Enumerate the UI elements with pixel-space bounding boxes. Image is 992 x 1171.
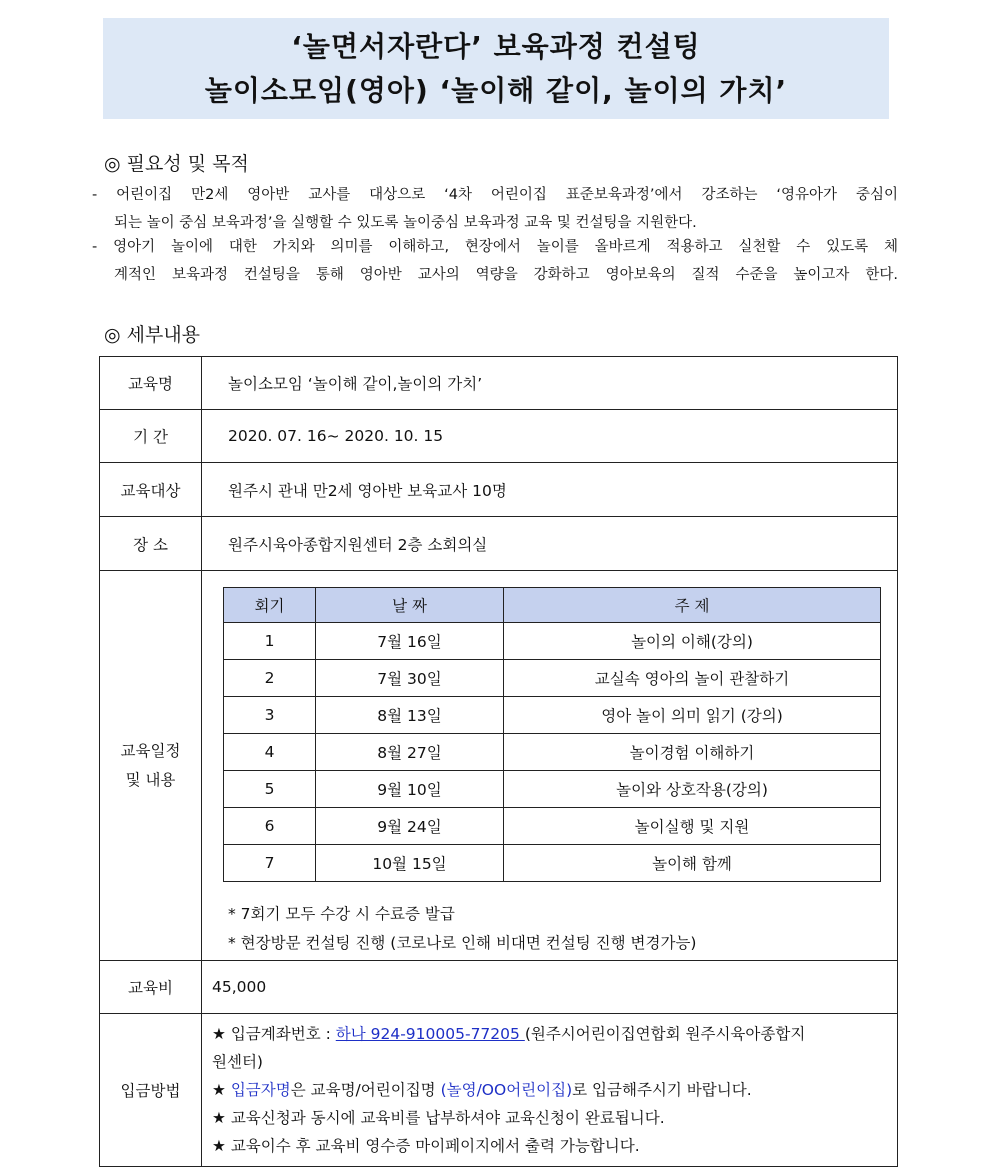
purpose-line: - 영아기 놀이에 대한 가치와 의미를 이해하고, 현장에서 놀이를 올바르게 적용하고 실천할 수 있도록 체	[92, 239, 898, 255]
account-holder: (원주시어린이집연합회 원주시육아종합지	[524, 1025, 806, 1043]
table-row	[100, 1014, 898, 1167]
table-row	[100, 410, 898, 463]
table-row	[224, 623, 881, 660]
receipt-notice: ★ 교육이수 후 교육비 영수증 마이페이지에서 출력 가능합니다.	[212, 1137, 640, 1155]
date-cell: 8월 27일	[316, 734, 504, 771]
fee-label: 교육비	[100, 961, 202, 1014]
payment-cell	[202, 1014, 898, 1167]
table-row	[224, 734, 881, 771]
purpose-line: 계적인 보육과정 컨설팅을 통해 영아반 교사의 역량을 강화하고 영아보육의 질적 수준을 높이고자 한다.	[114, 267, 898, 283]
round-header: 회기	[224, 588, 316, 623]
target-label: 교육대상	[100, 463, 202, 517]
table-row	[100, 357, 898, 410]
payment-notice: ★ 교육신청과 동시에 교육비를 납부하셔야 교육신청이 완료됩니다.	[212, 1109, 665, 1127]
period-label: 기 간	[100, 410, 202, 463]
schedule-cell	[202, 571, 898, 961]
date-cell: 9월 24일	[316, 808, 504, 845]
account-holder-continued: 원센터)	[212, 1053, 263, 1071]
depositor-text: 은 교육명/어린이집명	[290, 1081, 441, 1099]
schedule-table	[223, 587, 881, 882]
purpose-paragraph-1	[92, 181, 898, 237]
depositor-name-label: 입금자명	[230, 1081, 291, 1099]
table-row	[224, 660, 881, 697]
round-cell: 4	[224, 734, 316, 771]
topic-cell: 놀이경험 이해하기	[504, 734, 881, 771]
date-cell: 7월 30일	[316, 660, 504, 697]
star-bullet: ★	[212, 1081, 231, 1099]
date-header: 날 짜	[316, 588, 504, 623]
date-cell: 7월 16일	[316, 623, 504, 660]
schedule-header-row	[224, 588, 881, 623]
round-cell: 2	[224, 660, 316, 697]
purpose-line: - 어린이집 만2세 영아반 교사를 대상으로 ‘4차 어린이집 표준보육과정’에서 강조하는 ‘영유아가 중심이	[92, 187, 898, 203]
topic-cell: 영아 놀이 의미 읽기 (강의)	[504, 697, 881, 734]
table-row	[100, 517, 898, 571]
title-banner	[103, 18, 889, 119]
schedule-label-line: 교육일정	[120, 741, 181, 760]
target-value: 원주시 관내 만2세 영아반 보육교사 10명	[202, 463, 898, 517]
topic-header: 주 제	[504, 588, 881, 623]
place-value: 원주시육아종합지원센터 2층 소회의실	[202, 517, 898, 571]
table-row	[100, 463, 898, 517]
purpose-line: 되는 놀이 중심 보육과정’을 실행할 수 있도록 놀이중심 보육과정 교육 및 컨설팅을 지원한다.	[114, 215, 697, 231]
topic-cell: 놀이해 함께	[504, 845, 881, 882]
payment-depositor-line	[212, 1076, 889, 1104]
course-name-label: 교육명	[100, 357, 202, 410]
date-cell: 9월 10일	[316, 771, 504, 808]
depositor-example: (놀영/OO어린이집)	[440, 1081, 573, 1099]
table-row	[100, 961, 898, 1014]
payment-label: 입금방법	[100, 1014, 202, 1167]
course-name-value: 놀이소모임 ‘놀이해 같이,놀이의 가치’	[202, 357, 898, 410]
payment-info	[202, 1014, 897, 1166]
topic-cell: 놀이실행 및 지원	[504, 808, 881, 845]
table-row	[224, 845, 881, 882]
topic-cell: 교실속 영아의 놀이 관찰하기	[504, 660, 881, 697]
period-value: 2020. 07. 16~ 2020. 10. 15	[202, 410, 898, 463]
topic-cell: 놀이의 이해(강의)	[504, 623, 881, 660]
table-row	[224, 771, 881, 808]
purpose-heading: ◎ 필요성 및 목적	[104, 153, 249, 175]
schedule-label	[100, 571, 202, 961]
details-heading: ◎ 세부내용	[104, 324, 201, 346]
round-cell: 1	[224, 623, 316, 660]
schedule-label-line: 및 내용	[125, 770, 176, 789]
details-table	[99, 356, 898, 1167]
topic-cell: 놀이와 상호작용(강의)	[504, 771, 881, 808]
page-subtitle: 놀이소모임(영아) ‘놀이해 같이, 놀이의 가치’	[204, 73, 788, 107]
table-row	[224, 697, 881, 734]
page-title: ‘놀면서자란다’ 보육과정 컨설팅	[291, 29, 701, 63]
fee-value: 45,000	[202, 961, 898, 1014]
round-cell: 3	[224, 697, 316, 734]
account-number-link[interactable]: 하나 924-910005-77205	[335, 1025, 525, 1043]
table-row	[224, 808, 881, 845]
schedule-notes	[202, 882, 897, 958]
round-cell: 6	[224, 808, 316, 845]
place-label: 장 소	[100, 517, 202, 571]
date-cell: 10월 15일	[316, 845, 504, 882]
purpose-paragraph-2	[92, 233, 898, 289]
table-row	[100, 571, 898, 961]
round-cell: 5	[224, 771, 316, 808]
depositor-text-end: 로 입금해주시기 바랍니다.	[572, 1081, 752, 1099]
account-prefix: ★ 입금계좌번호 :	[212, 1025, 336, 1043]
note-completion: * 7회기 모두 수강 시 수료증 발급	[228, 905, 455, 923]
payment-account-line	[212, 1020, 889, 1048]
date-cell: 8월 13일	[316, 697, 504, 734]
round-cell: 7	[224, 845, 316, 882]
note-visit: * 현장방문 컨설팅 진행 (코로나로 인해 비대면 컨설팅 진행 변경가능)	[228, 934, 697, 952]
